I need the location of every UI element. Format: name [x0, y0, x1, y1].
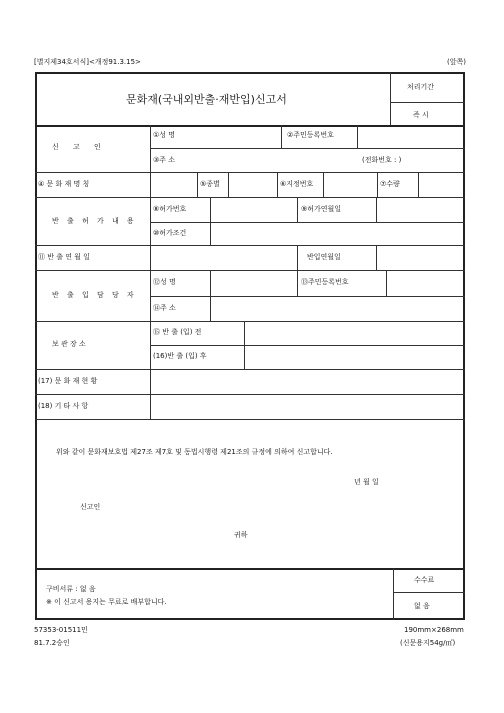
manager-name-label: ⑫성 명 [153, 278, 176, 286]
declaration-date: 년 월 일 [354, 478, 379, 486]
asset-designation-no-label: ⑥지정번호 [280, 180, 314, 188]
form-code: 57353-01511민 [34, 626, 88, 634]
storage-label: 보 관 장 소 [52, 340, 86, 348]
reimport-date-label: 반입연월일 [307, 253, 341, 261]
declaration-text: 위와 같이 문화재보호법 제27조 제7호 및 동법시행령 제21조의 규정에 의하여 신고합니다. [56, 448, 333, 456]
form-number: [별지제34호서식]<개정91.3.15> [34, 58, 141, 66]
paper-size: 190mm×268mm [404, 626, 464, 634]
paper-type: (신문용지54g/㎡) [400, 639, 456, 647]
permit-no-label: ⑧허가번호 [153, 205, 187, 213]
asset-kind-label: ⑤종별 [200, 180, 220, 188]
asset-name-label: ④ 문 화 재 명 칭 [38, 180, 90, 188]
reporter-address-label: ③주 소 [153, 156, 176, 164]
reporter-phone-label: (전화번호 : ) [362, 156, 402, 164]
form-title: 문화재(국내외반출·재반입)신고서 [126, 93, 287, 106]
approval-date: 81.7.2승인 [34, 639, 70, 647]
declaration-addressee: 귀하 [234, 531, 248, 539]
reporter-label: 신 고 인 [52, 143, 107, 151]
storage-before-label: ⑮ 반 출 (입) 전 [153, 328, 202, 336]
manager-address-label: ⑭주 소 [153, 304, 176, 312]
asset-quantity-label: ⑦수량 [380, 180, 400, 188]
declaration-reporter: 신고인 [80, 503, 101, 511]
processing-period-label: 처리기간 [407, 83, 435, 91]
reporter-name-label: ①성 명 [153, 131, 176, 139]
processing-period-value: 즉 시 [413, 111, 429, 119]
fee-label: 수수료 [414, 576, 435, 584]
free-form-note: ※ 이 신고서 용지는 무료로 배부합니다. [46, 598, 167, 606]
manager-resident-no-label: ⑬주민등록번호 [301, 278, 349, 286]
permit-condition-label: ⑩허가조건 [153, 229, 187, 237]
required-docs: 구비서류 : 없 음 [46, 585, 96, 593]
reporter-resident-no-label: ②주민등록번호 [287, 131, 334, 139]
asset-status-label: (17) 문 화 재 현 황 [38, 377, 98, 385]
storage-after-label: (16)반 출 (입) 후 [153, 352, 207, 360]
page-side: (앞쪽) [447, 58, 466, 66]
export-date-label: ⑪ 반 출 연 월 일 [38, 253, 90, 261]
remarks-label: (18) 기 타 사 항 [38, 402, 89, 410]
manager-label: 반 출 입 담 당 자 [52, 291, 137, 299]
permit-date-label: ⑨허가연월일 [301, 205, 342, 213]
permit-label: 반 출 허 가 내 용 [52, 217, 137, 225]
form-frame [35, 72, 465, 620]
fee-value: 없 음 [414, 602, 430, 610]
